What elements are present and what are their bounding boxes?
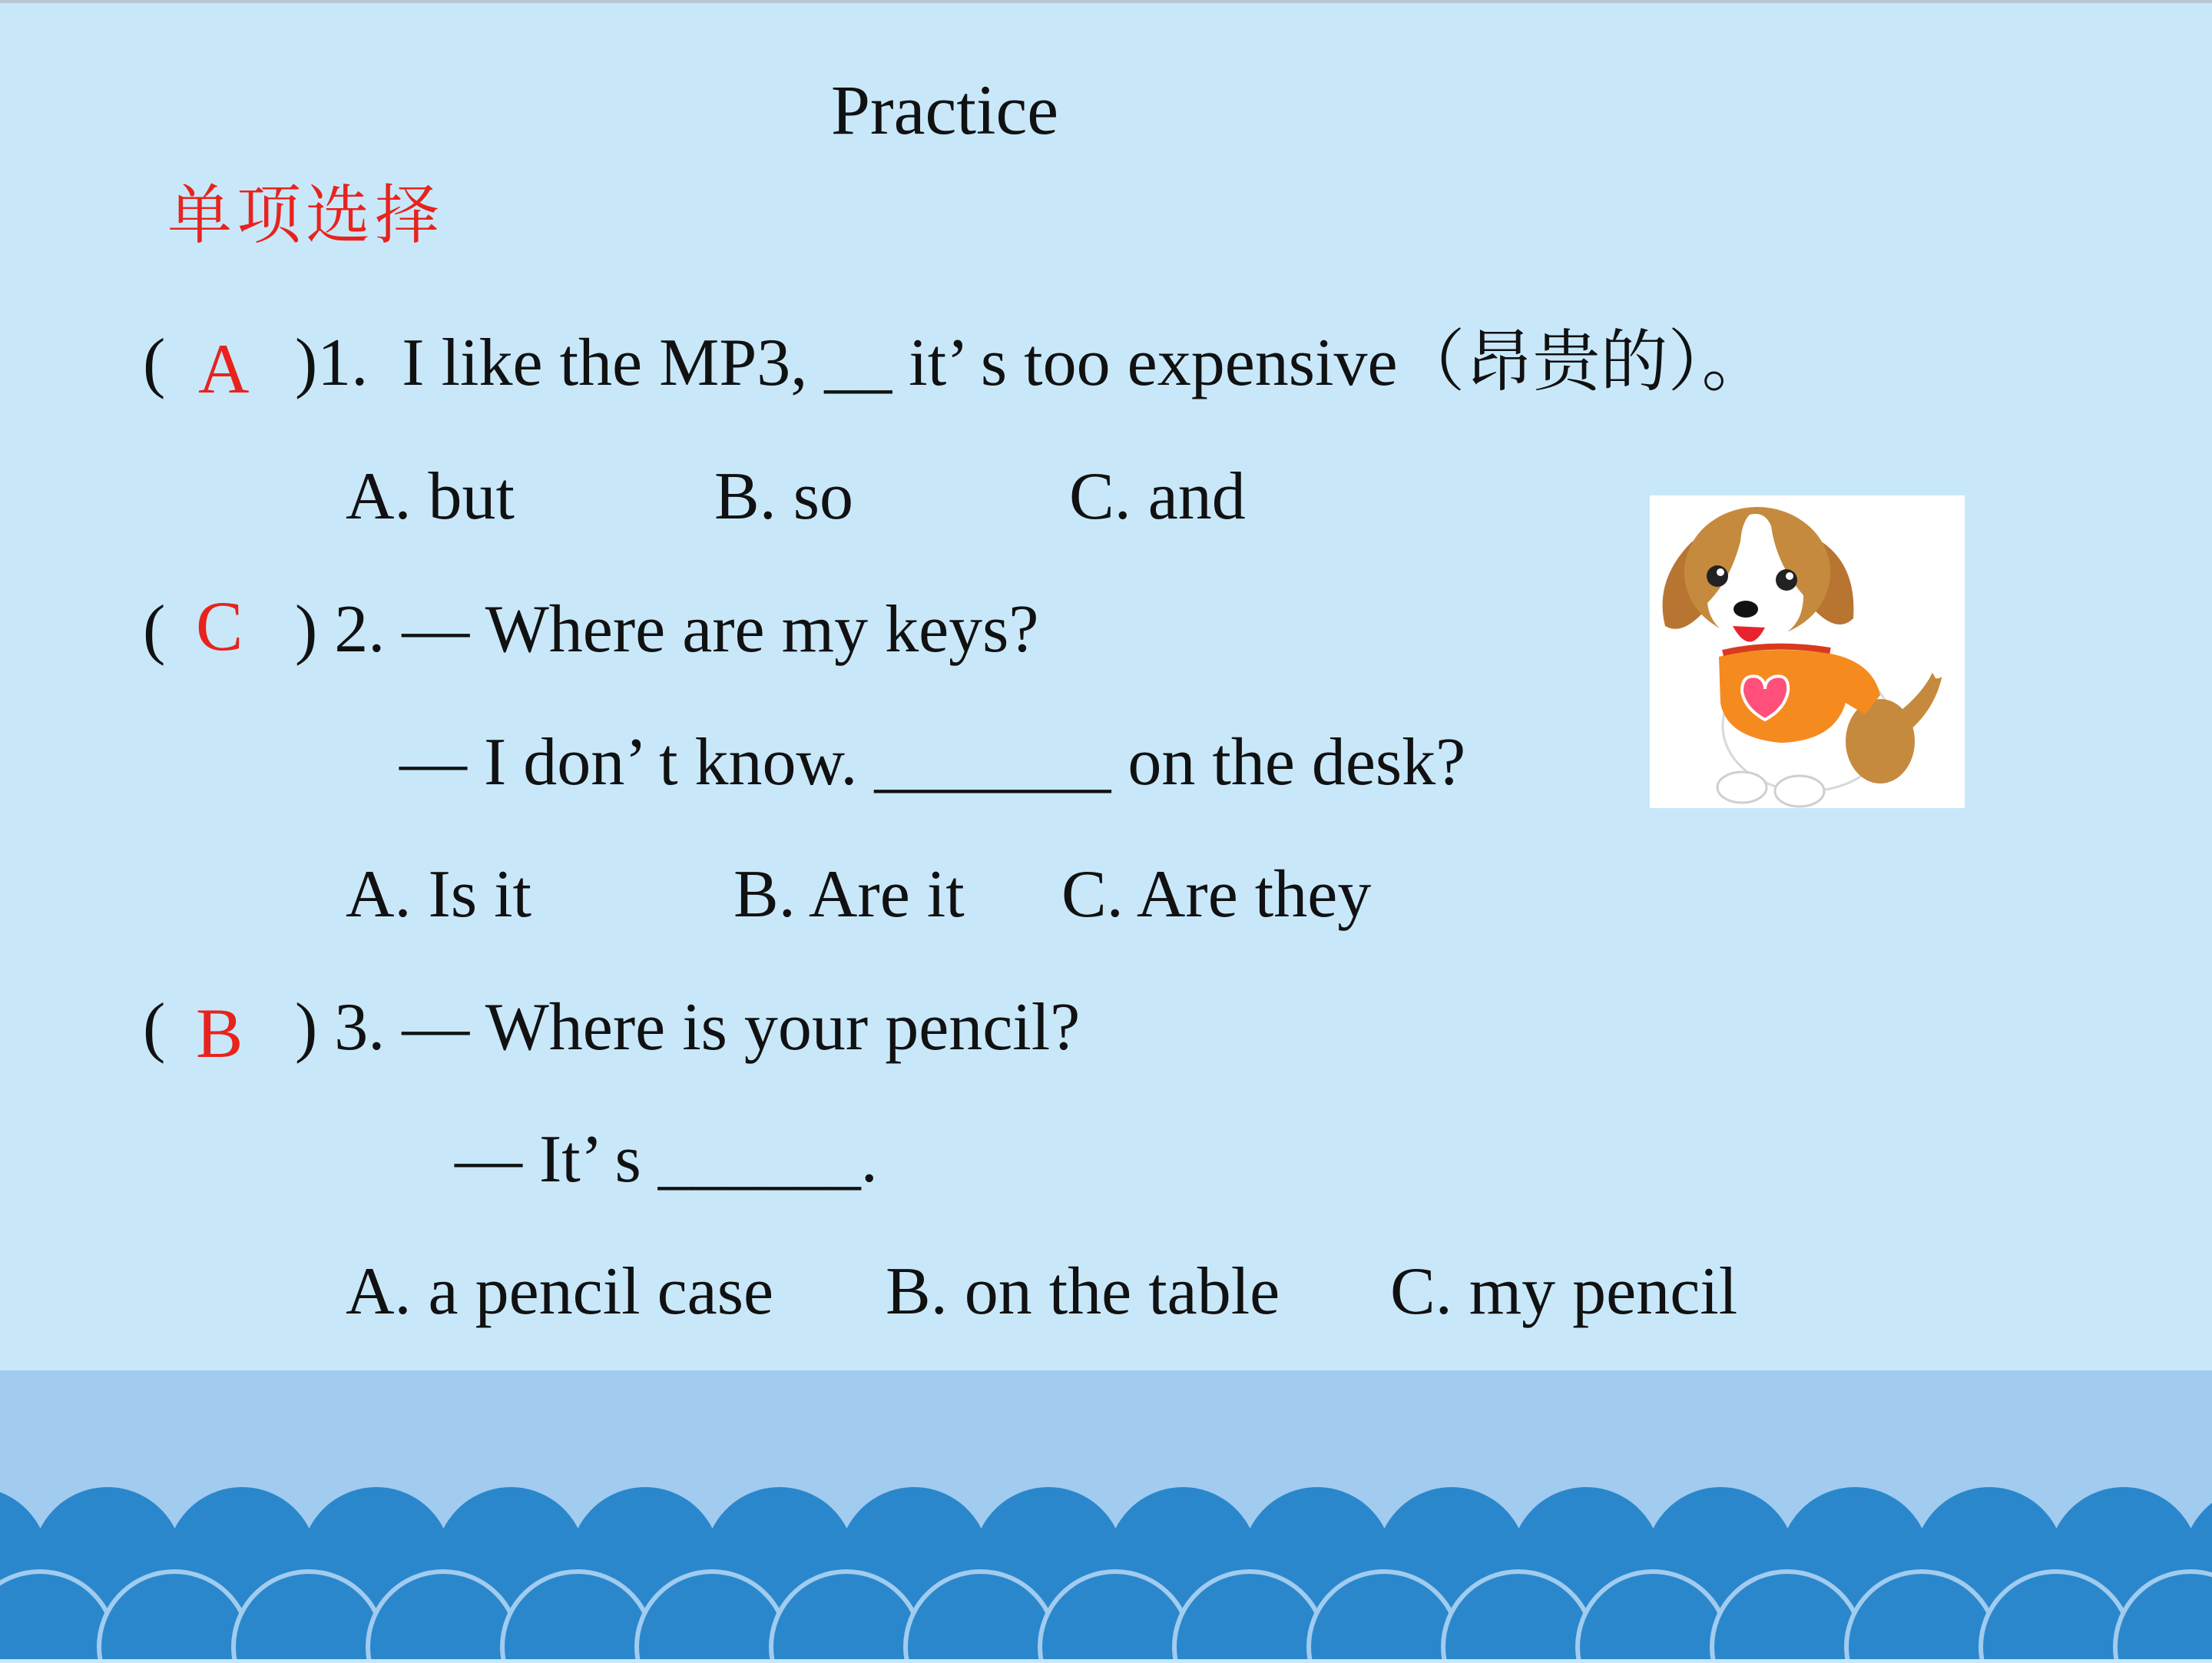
q2-option-b: B. Are it: [733, 857, 965, 932]
q1-open-paren: (: [143, 326, 166, 400]
q3-option-b: B. on the table: [886, 1254, 1280, 1329]
slide-top-border: [0, 0, 2212, 3]
q1-option-c: C. and: [1069, 459, 1246, 534]
q2-reply: — I don’ t know. _______ on the desk?: [399, 725, 1466, 800]
q1-option-a: A. but: [346, 459, 515, 534]
slide-title: [0, 68, 2212, 152]
q3-option-c: C. my pencil: [1390, 1254, 1738, 1329]
wave-background: [0, 1370, 2212, 1659]
q1-option-b: B. so: [714, 459, 853, 534]
q2-stem: ) 2. — Where are my keys?: [295, 592, 1039, 667]
q1-stem: )1. I like the MP3, __ it’ s too expensive（昂贵的）。: [295, 326, 1770, 400]
cartoon-puppy-icon: [1650, 495, 1965, 808]
q3-reply: — It’ s ______.: [455, 1122, 878, 1197]
q2-open-paren: (: [143, 592, 166, 667]
q3-answer: B: [196, 994, 243, 1072]
q2-option-c: C. Are they: [1061, 857, 1372, 932]
q3-option-a: A. a pencil case: [346, 1254, 774, 1329]
q2-answer: C: [196, 587, 243, 665]
q3-stem: ) 3. — Where is your pencil?: [295, 990, 1081, 1065]
section-heading: 单项选择: [167, 177, 445, 253]
q3-open-paren: (: [143, 990, 166, 1065]
q1-answer: A: [198, 330, 250, 408]
slide-title-text: Practice: [830, 71, 1059, 149]
q2-option-a: A. Is it: [346, 857, 531, 932]
